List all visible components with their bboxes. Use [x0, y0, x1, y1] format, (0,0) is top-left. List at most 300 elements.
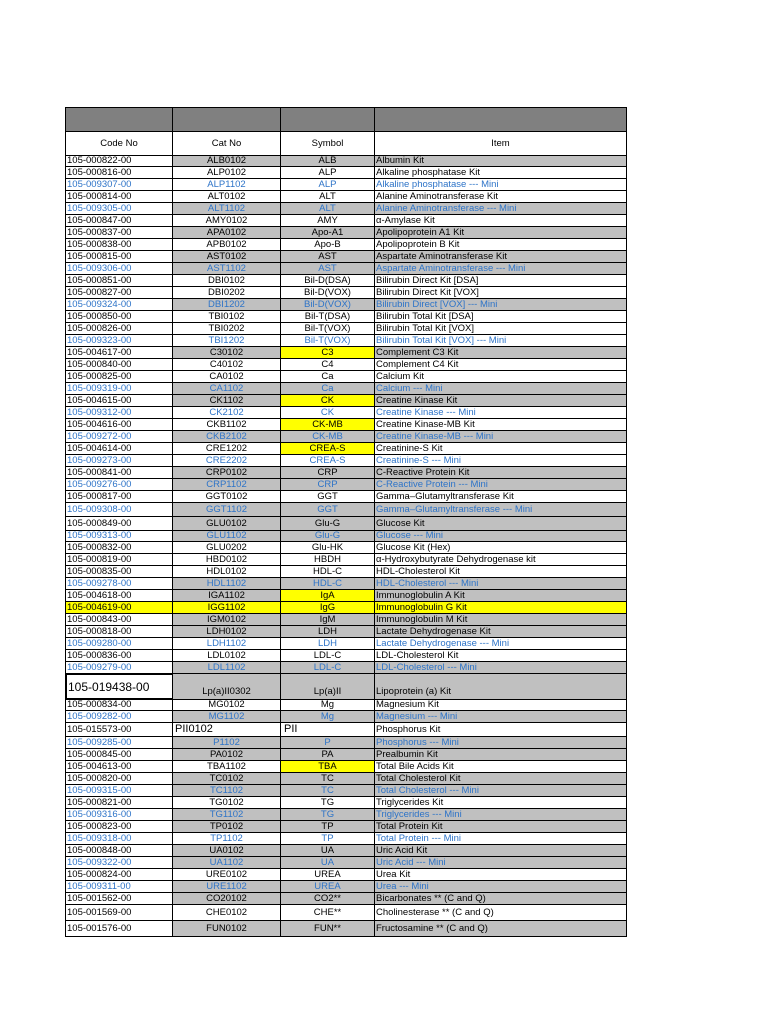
cell-cat-no: DBI0102 — [173, 275, 281, 286]
cell-item: Total Bile Acids Kit — [376, 761, 454, 772]
cell-code-no: 105-009318-00 — [66, 833, 173, 844]
cell-symbol: CO2** — [281, 893, 375, 904]
table-row — [65, 251, 627, 263]
cell-cat-no: ALP1102 — [173, 179, 281, 190]
cell-code-no: 105-009305-00 — [66, 203, 173, 214]
cell-code-no: 105-009285-00 — [66, 737, 173, 748]
cell-code-no: 105-000814-00 — [66, 191, 173, 202]
cell-symbol: GGT — [281, 503, 375, 516]
cell-cat-no: Lp(a)II0302 — [173, 674, 281, 699]
table-row — [65, 531, 627, 542]
table-row — [65, 650, 627, 662]
cell-cat-no: DBI1202 — [173, 299, 281, 310]
cell-code-no: 105-000832-00 — [66, 542, 173, 553]
cell-item: Triglycerides --- Mini — [375, 809, 626, 820]
cell-symbol: LDL-C — [281, 650, 375, 661]
cell-item: Creatine Kinase-MB Kit — [376, 419, 475, 430]
cell-item: Alkaline phosphatase --- Mini — [376, 179, 499, 190]
cell-symbol: HDL-C — [281, 578, 375, 589]
cell-code-no: 105-000822-00 — [66, 156, 173, 166]
cell-cat-no: HBD0102 — [173, 554, 281, 565]
cell-code-no: 105-000820-00 — [66, 773, 173, 784]
cell-item: Bilirubin Total Kit [DSA] — [376, 311, 474, 322]
table-row — [65, 857, 627, 869]
cell-symbol: Bil-T(VOX) — [281, 323, 375, 334]
table-row — [65, 275, 627, 287]
table-row — [65, 323, 627, 335]
cell-symbol: Glu-HK — [281, 542, 375, 553]
cell-cat-no: TBA1102 — [173, 761, 281, 772]
table-row — [65, 156, 627, 167]
table-row — [65, 383, 627, 395]
table-row — [65, 821, 627, 833]
cell-cat-no: LDL1102 — [173, 662, 281, 673]
cell-code-no: 105-004617-00 — [66, 347, 173, 358]
cell-symbol: IgG — [281, 602, 375, 613]
table-row — [65, 674, 627, 700]
cell-code-no: 105-000818-00 — [66, 626, 173, 637]
table-row — [65, 638, 627, 650]
cell-code-no: 105-009319-00 — [66, 383, 173, 394]
cell-item: Gamma–Glutamyltransferase Kit — [376, 491, 514, 502]
cell-item: Immunoglobulin A Kit — [375, 590, 626, 601]
header-band — [65, 107, 627, 132]
cell-cat-no: CRP0102 — [173, 467, 281, 478]
cell-cat-no: ALT0102 — [173, 191, 281, 202]
cell-symbol: CREA-S — [281, 455, 375, 466]
cell-cat-no: TC0102 — [173, 773, 281, 784]
cell-item: LDL-Cholesterol Kit — [376, 650, 459, 661]
cell-symbol: TC — [281, 785, 375, 796]
table-row — [65, 700, 627, 711]
cell-symbol: LDH — [281, 626, 375, 637]
cell-item: Bilirubin Total Kit [VOX] --- Mini — [376, 335, 507, 346]
cell-code-no: 105-009324-00 — [66, 299, 173, 310]
table-row — [65, 179, 627, 191]
cell-item: α-Hydroxybutyrate Dehydrogenase kit — [376, 554, 536, 565]
cell-cat-no: C40102 — [173, 359, 281, 370]
cell-item: Aspartate Aminotransferase --- Mini — [375, 263, 626, 274]
cell-cat-no: CK1102 — [173, 395, 281, 406]
cell-cat-no: TG0102 — [173, 797, 281, 808]
cell-symbol: Apo-A1 — [281, 227, 375, 238]
cell-code-no: 105-004616-00 — [66, 419, 173, 430]
cell-symbol: Mg — [281, 700, 375, 710]
cell-item: Glucose Kit (Hex) — [376, 542, 451, 553]
cell-cat-no: GLU1102 — [173, 531, 281, 541]
cell-cat-no: LDH1102 — [173, 638, 281, 649]
cell-symbol: TG — [281, 797, 375, 808]
cell-code-no: 105-000847-00 — [66, 215, 173, 226]
cell-item: Cholinesterase ** (C and Q) — [376, 906, 494, 918]
cell-item: Glucose --- Mini — [375, 531, 626, 541]
table-row — [65, 371, 627, 383]
cell-cat-no: TBI0202 — [173, 323, 281, 334]
cell-cat-no: P1102 — [173, 737, 281, 748]
cell-symbol: Bil-T(DSA) — [281, 311, 375, 322]
cell-code-no: 105-000850-00 — [66, 311, 173, 322]
table-row — [65, 711, 627, 723]
cell-code-no: 105-000815-00 — [66, 251, 173, 262]
table-row — [65, 359, 627, 371]
cell-symbol: CK — [281, 395, 375, 406]
header-row — [65, 132, 627, 156]
cell-code-no: 105-000836-00 — [66, 650, 173, 661]
cell-item: LDL-Cholesterol --- Mini — [375, 662, 626, 673]
header-band-cell — [66, 108, 173, 131]
cell-item: Urea --- Mini — [375, 881, 626, 892]
cell-code-no: 105-000834-00 — [66, 700, 173, 710]
cell-item: Urea Kit — [376, 869, 411, 880]
cell-code-no: 105-009278-00 — [66, 578, 173, 589]
cell-cat-no: IGG1102 — [173, 602, 281, 613]
cell-cat-no: AST1102 — [173, 263, 281, 274]
table-row — [65, 554, 627, 566]
table-row — [65, 347, 627, 359]
table-row — [65, 542, 627, 554]
cell-symbol: CHE** — [281, 905, 375, 920]
table-row — [65, 419, 627, 431]
cell-cat-no: FUN0102 — [173, 921, 281, 936]
table-row — [65, 749, 627, 761]
cell-symbol: HBDH — [281, 554, 375, 565]
cell-code-no: 105-000816-00 — [66, 167, 173, 178]
cell-code-no: 105-000824-00 — [66, 869, 173, 880]
header-code-no: Code No — [66, 132, 173, 155]
cell-item: Calcium --- Mini — [375, 383, 626, 394]
cell-code-no: 105-000848-00 — [66, 845, 173, 856]
cell-cat-no: TG1102 — [173, 809, 281, 820]
cell-item: Phosphorus --- Mini — [375, 737, 626, 748]
cell-cat-no: CRE2202 — [173, 455, 281, 466]
cell-code-no: 105-000849-00 — [66, 517, 173, 530]
cell-code-no: 105-009313-00 — [66, 531, 173, 541]
cell-cat-no: URE1102 — [173, 881, 281, 892]
cell-item: Total Protein --- Mini — [376, 833, 461, 844]
cell-item: Creatinine-S --- Mini — [376, 455, 461, 466]
cell-cat-no: ALT1102 — [173, 203, 281, 214]
cell-code-no: 105-000826-00 — [66, 323, 173, 334]
cell-cat-no: UA1102 — [173, 857, 281, 868]
cell-code-no: 105-009323-00 — [66, 335, 173, 346]
header-cat-no: Cat No — [173, 132, 281, 155]
cell-item: Total Protein Kit — [375, 821, 626, 832]
cell-cat-no: LDL0102 — [173, 650, 281, 661]
table-row — [65, 921, 627, 937]
table-row — [65, 395, 627, 407]
cell-item: Bilirubin Direct Kit [DSA] — [376, 275, 479, 286]
cell-code-no: 105-009306-00 — [66, 263, 173, 274]
table-row — [65, 566, 627, 578]
table-row — [65, 263, 627, 275]
header-symbol: Symbol — [281, 132, 375, 155]
cell-item: Creatine Kinase-MB --- Mini — [375, 431, 626, 442]
cell-code-no: 105-000819-00 — [66, 554, 173, 565]
table-row — [65, 503, 627, 517]
cell-item: Alkaline phosphatase Kit — [376, 167, 481, 178]
cell-cat-no: AST0102 — [173, 251, 281, 262]
cell-symbol: P — [281, 737, 375, 748]
table-row — [65, 614, 627, 626]
cell-symbol: ALT — [281, 191, 375, 202]
cell-symbol: PII — [281, 723, 375, 736]
cell-symbol: LDH — [281, 638, 375, 649]
table-row — [65, 785, 627, 797]
cell-item: Creatine Kinase --- Mini — [376, 407, 476, 418]
cell-item: Magnesium --- Mini — [375, 711, 626, 722]
table-row — [65, 723, 627, 737]
cell-symbol: Lp(a)II — [281, 674, 375, 699]
table-row — [65, 335, 627, 347]
cell-symbol: ALB — [281, 156, 375, 166]
cell-cat-no: GLU0102 — [173, 517, 281, 530]
cell-item: Phosphorus Kit — [376, 723, 441, 735]
price-table — [65, 107, 627, 937]
cell-cat-no: LDH0102 — [173, 626, 281, 637]
cell-item: Complement C4 Kit — [376, 359, 459, 370]
table-row — [65, 662, 627, 674]
cell-symbol: C3 — [281, 347, 375, 358]
cell-cat-no: CO20102 — [173, 893, 281, 904]
table-row — [65, 491, 627, 503]
table-row — [65, 299, 627, 311]
cell-item: Complement C3 Kit — [375, 347, 626, 358]
table-row — [65, 203, 627, 215]
cell-symbol: AST — [281, 251, 375, 262]
cell-item: Glucose Kit — [375, 517, 626, 530]
cell-cat-no: UA0102 — [173, 845, 281, 856]
cell-code-no: 105-009276-00 — [66, 479, 173, 490]
header-band-cell — [173, 108, 281, 131]
table-row — [65, 455, 627, 467]
table-row — [65, 578, 627, 590]
cell-cat-no: TP0102 — [173, 821, 281, 832]
cell-cat-no: AMY0102 — [173, 215, 281, 226]
cell-cat-no: MG0102 — [173, 700, 281, 710]
cell-code-no: 105-000843-00 — [66, 614, 173, 625]
cell-cat-no: CRE1202 — [173, 443, 281, 454]
cell-code-no: 105-004614-00 — [66, 443, 173, 454]
cell-code-no: 105-004615-00 — [66, 395, 173, 406]
table-row — [65, 431, 627, 443]
cell-item: HDL-Cholesterol Kit — [376, 566, 460, 577]
table-row — [65, 737, 627, 749]
table-row — [65, 467, 627, 479]
cell-cat-no: IGA1102 — [173, 590, 281, 601]
cell-symbol: TBA — [281, 761, 375, 772]
cell-symbol: GGT — [281, 491, 375, 502]
table-row — [65, 881, 627, 893]
cell-symbol: TG — [281, 809, 375, 820]
cell-item: Lactate Dehydrogenase --- Mini — [376, 638, 510, 649]
cell-item: Bicarbonates ** (C and Q) — [375, 893, 626, 904]
cell-cat-no: TC1102 — [173, 785, 281, 796]
cell-cat-no: URE0102 — [173, 869, 281, 880]
cell-symbol: ALP — [281, 167, 375, 178]
cell-code-no: 105-009315-00 — [66, 785, 173, 796]
table-row — [65, 517, 627, 531]
cell-item: Immunoglobulin M Kit — [375, 614, 626, 625]
cell-code-no: 105-009312-00 — [66, 407, 173, 418]
cell-cat-no: CA0102 — [173, 371, 281, 382]
cell-cat-no: GGT1102 — [173, 503, 281, 516]
cell-code-no: 105-001576-00 — [66, 921, 173, 936]
table-row — [65, 239, 627, 251]
cell-cat-no: ALP0102 — [173, 167, 281, 178]
cell-symbol: Mg — [281, 711, 375, 722]
table-row — [65, 443, 627, 455]
cell-code-no: 105-019438-00 — [66, 674, 173, 699]
cell-code-no: 105-000821-00 — [66, 797, 173, 808]
cell-item: Total Cholesterol Kit — [375, 773, 626, 784]
cell-symbol: UA — [281, 845, 375, 856]
cell-item: Alanine Aminotransferase --- Mini — [375, 203, 626, 214]
cell-item: HDL-Cholesterol --- Mini — [375, 578, 626, 589]
cell-item: Albumin Kit — [375, 156, 626, 166]
cell-cat-no: DBI0202 — [173, 287, 281, 298]
cell-item: Calcium Kit — [376, 371, 425, 382]
table-row — [65, 905, 627, 921]
cell-item: Immunoglobulin G Kit — [375, 602, 626, 613]
cell-symbol: CK — [281, 407, 375, 418]
cell-item: Uric Acid --- Mini — [375, 857, 626, 868]
cell-code-no: 105-004619-00 — [66, 602, 173, 613]
cell-symbol: CK-MB — [281, 419, 375, 430]
table-row — [65, 602, 627, 614]
cell-symbol: AMY — [281, 215, 375, 226]
cell-code-no: 105-009307-00 — [66, 179, 173, 190]
cell-code-no: 105-009308-00 — [66, 503, 173, 516]
cell-code-no: 105-001562-00 — [66, 893, 173, 904]
cell-code-no: 105-009322-00 — [66, 857, 173, 868]
cell-item: Apolipoprotein B Kit — [376, 239, 460, 250]
cell-symbol: TP — [281, 821, 375, 832]
cell-symbol: LDL-C — [281, 662, 375, 673]
cell-code-no: 105-009282-00 — [66, 711, 173, 722]
table-row — [65, 479, 627, 491]
cell-symbol: AST — [281, 263, 375, 274]
cell-item: Alanine Aminotransferase Kit — [376, 191, 498, 202]
table-row — [65, 809, 627, 821]
cell-symbol: Ca — [281, 383, 375, 394]
cell-cat-no: GLU0202 — [173, 542, 281, 553]
cell-item: Bilirubin Direct Kit [VOX] — [376, 287, 479, 298]
cell-item: C-Reactive Protein --- Mini — [375, 479, 626, 490]
cell-code-no: 105-015573-00 — [66, 723, 173, 736]
cell-code-no: 105-000825-00 — [66, 371, 173, 382]
cell-cat-no: CKB1102 — [173, 419, 281, 430]
table-row — [65, 227, 627, 239]
cell-cat-no: GGT0102 — [173, 491, 281, 502]
cell-cat-no: TBI0102 — [173, 311, 281, 322]
cell-symbol: HDL-C — [281, 566, 375, 577]
cell-code-no: 105-000835-00 — [66, 566, 173, 577]
table-row — [65, 215, 627, 227]
cell-cat-no: HDL1102 — [173, 578, 281, 589]
table-row — [65, 761, 627, 773]
table-body — [65, 156, 627, 937]
cell-cat-no: IGM0102 — [173, 614, 281, 625]
table-row — [65, 626, 627, 638]
cell-symbol: TC — [281, 773, 375, 784]
header-band-cell — [375, 108, 626, 131]
cell-item: Magnesium Kit — [376, 700, 439, 710]
cell-item: Lactate Dehydrogenase Kit — [375, 626, 626, 637]
cell-symbol: IgM — [281, 614, 375, 625]
cell-symbol: UREA — [281, 869, 375, 880]
cell-item: Prealbumin Kit — [375, 749, 626, 760]
cell-symbol: Bil-D(DSA) — [281, 275, 375, 286]
cell-code-no: 105-001569-00 — [66, 905, 173, 920]
cell-code-no: 105-009311-00 — [66, 881, 173, 892]
cell-symbol: FUN** — [281, 921, 375, 936]
table-row — [65, 167, 627, 179]
cell-cat-no: PA0102 — [173, 749, 281, 760]
cell-item: Apolipoprotein A1 Kit — [375, 227, 626, 238]
cell-symbol: Bil-D(VOX) — [281, 299, 375, 310]
cell-code-no: 105-009273-00 — [66, 455, 173, 466]
table-row — [65, 407, 627, 419]
cell-code-no: 105-000817-00 — [66, 491, 173, 502]
cell-code-no: 105-000823-00 — [66, 821, 173, 832]
cell-item: Creatinine-S Kit — [376, 443, 443, 454]
cell-cat-no: C30102 — [173, 347, 281, 358]
table-row — [65, 773, 627, 785]
cell-cat-no: TP1102 — [173, 833, 281, 844]
cell-symbol: CK-MB — [281, 431, 375, 442]
cell-code-no: 105-009279-00 — [66, 662, 173, 673]
cell-cat-no: MG1102 — [173, 711, 281, 722]
cell-symbol: CRP — [281, 467, 375, 478]
cell-code-no: 105-000840-00 — [66, 359, 173, 370]
cell-cat-no: ALB0102 — [173, 156, 281, 166]
cell-code-no: 105-009316-00 — [66, 809, 173, 820]
cell-symbol: ALP — [281, 179, 375, 190]
cell-symbol: TP — [281, 833, 375, 844]
table-row — [65, 311, 627, 323]
cell-symbol: UREA — [281, 881, 375, 892]
cell-symbol: Ca — [281, 371, 375, 382]
cell-symbol: Glu-G — [281, 531, 375, 541]
cell-code-no: 105-004618-00 — [66, 590, 173, 601]
cell-code-no: 105-000851-00 — [66, 275, 173, 286]
cell-item: Creatine Kinase Kit — [375, 395, 626, 406]
cell-code-no: 105-009280-00 — [66, 638, 173, 649]
cell-item: Uric Acid Kit — [375, 845, 626, 856]
cell-symbol: PA — [281, 749, 375, 760]
cell-cat-no: CKB2102 — [173, 431, 281, 442]
cell-cat-no: HDL0102 — [173, 566, 281, 577]
cell-cat-no: PII0102 — [173, 723, 281, 736]
cell-symbol: CREA-S — [281, 443, 375, 454]
cell-symbol: CRP — [281, 479, 375, 490]
cell-code-no: 105-004613-00 — [66, 761, 173, 772]
cell-item: Triglycerides Kit — [376, 797, 444, 808]
cell-symbol: Glu-G — [281, 517, 375, 530]
cell-cat-no: CA1102 — [173, 383, 281, 394]
table-row — [65, 893, 627, 905]
cell-code-no: 105-000837-00 — [66, 227, 173, 238]
cell-item: Total Cholesterol --- Mini — [375, 785, 626, 796]
cell-code-no: 105-000845-00 — [66, 749, 173, 760]
cell-symbol: ALT — [281, 203, 375, 214]
table-row — [65, 287, 627, 299]
cell-item: Aspartate Aminotransferase Kit — [375, 251, 626, 262]
cell-item: Bilirubin Total Kit [VOX] — [376, 323, 475, 334]
cell-item: Bilirubin Direct [VOX] --- Mini — [375, 299, 626, 310]
cell-symbol: Apo-B — [281, 239, 375, 250]
cell-symbol: Bil-D(VOX) — [281, 287, 375, 298]
